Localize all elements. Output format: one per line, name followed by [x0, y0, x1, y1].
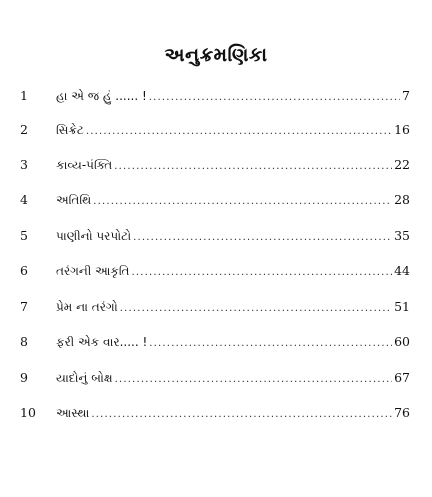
dot-leader: [149, 92, 400, 103]
entry-number: 5: [20, 228, 28, 243]
entry-page-number: 67: [394, 370, 410, 385]
dot-leader: [133, 232, 392, 243]
toc-entry: [20, 405, 410, 425]
dot-leader: [115, 374, 393, 385]
dot-leader: [91, 409, 392, 420]
entry-page-number: 51: [394, 299, 410, 314]
entry-title: પ્રેમ ના તરંગો: [56, 300, 118, 314]
entry-title: સિક્રેટ: [56, 123, 84, 137]
entry-page-number: 28: [394, 192, 410, 207]
page-title: અનુક્રમણિકા: [164, 44, 268, 66]
entry-number: 7: [20, 299, 28, 314]
entry-title: યાદોનું બોક્ષ: [56, 371, 113, 385]
entry-page-number: 16: [394, 122, 410, 137]
entry-title: હા એ જ હું ...... !: [56, 89, 147, 103]
entry-title: કાવ્ય-પંક્તિ: [56, 158, 113, 172]
dot-leader: [120, 303, 392, 314]
toc-entry: [20, 122, 410, 142]
dot-leader: [132, 267, 393, 278]
entry-title: ફરી એક વાર..... !: [56, 335, 148, 349]
dot-leader: [149, 338, 392, 349]
toc-entry: [20, 192, 410, 212]
entry-number: 6: [20, 263, 28, 278]
entry-number: 10: [20, 405, 36, 420]
toc-entry: [20, 157, 410, 177]
toc-entry: [20, 334, 410, 354]
entry-page-number: 60: [394, 334, 410, 349]
entry-number: 8: [20, 334, 28, 349]
toc-entry: [20, 263, 410, 283]
entry-title: તરંગની આકૃતિ: [56, 264, 130, 278]
entry-page-number: 7: [402, 88, 410, 103]
toc-entry: [20, 88, 410, 108]
entry-number: 4: [20, 192, 28, 207]
toc-entry: [20, 370, 410, 390]
dot-leader: [114, 161, 392, 172]
entry-title: પાણીનો પરપોટો: [56, 229, 132, 243]
entry-page-number: 35: [394, 228, 410, 243]
toc-entry: [20, 299, 410, 319]
entry-number: 1: [20, 88, 28, 103]
entry-page-number: 44: [394, 263, 410, 278]
dot-leader: [93, 196, 392, 207]
entry-number: 3: [20, 157, 28, 172]
toc-entry: [20, 228, 410, 248]
entry-title: અતિથિ: [56, 193, 92, 207]
entry-page-number: 76: [394, 405, 410, 420]
entry-page-number: 22: [394, 157, 410, 172]
entry-number: 9: [20, 370, 28, 385]
dot-leader: [86, 126, 392, 137]
entry-title: આસ્થા: [56, 406, 90, 420]
entry-number: 2: [20, 122, 28, 137]
